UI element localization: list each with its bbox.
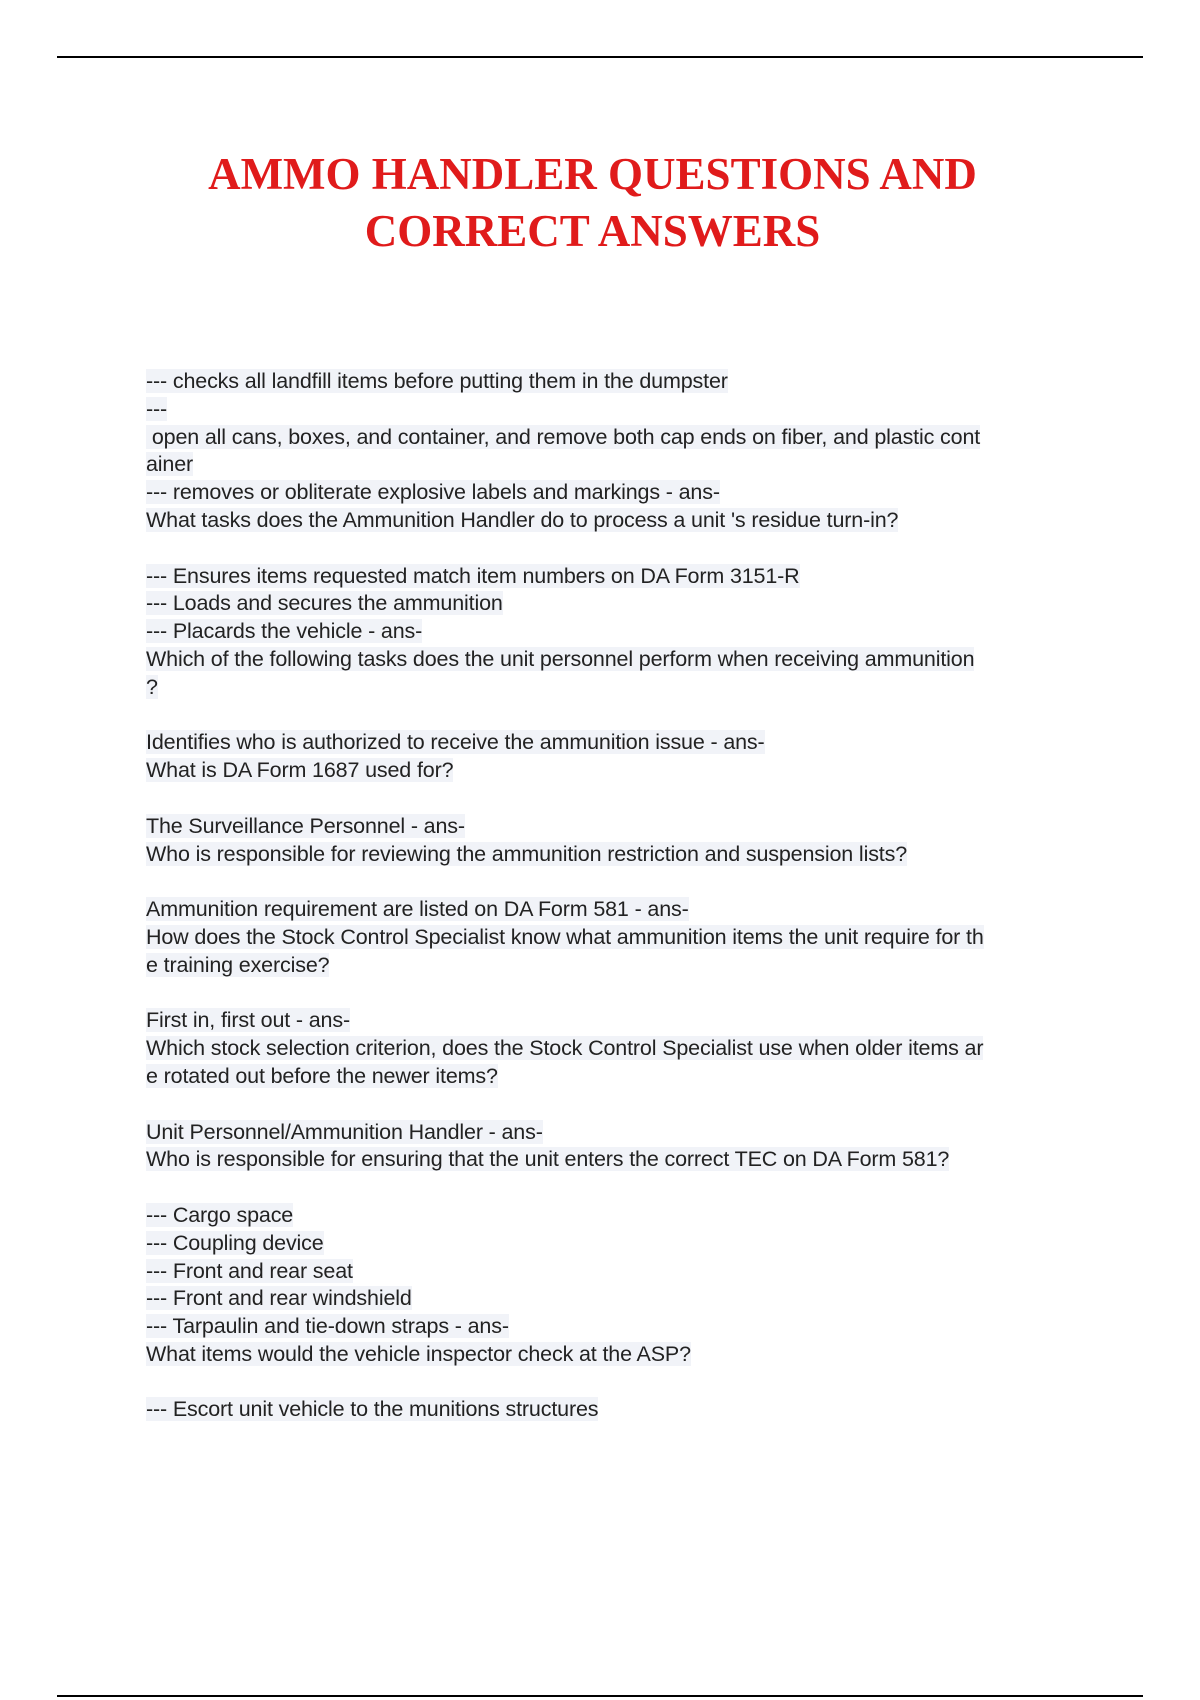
text-line [146, 1313, 1096, 1341]
line-text: Ammunition requirement are listed on DA Form 581 - ans- [146, 897, 689, 922]
line-text: --- Ensures items requested match item numbers on DA Form 3151-R [146, 563, 800, 588]
line-text: e training exercise? [146, 952, 330, 977]
text-line [146, 952, 1096, 980]
text-line [146, 1007, 1096, 1035]
blank-line [146, 980, 1096, 1008]
text-line [146, 729, 1096, 757]
text-line [146, 646, 1096, 674]
document-title [120, 146, 1065, 260]
text-line [146, 1119, 1096, 1147]
blank-line [146, 1369, 1096, 1397]
text-line [146, 674, 1096, 702]
text-line [146, 590, 1096, 618]
blank-line [146, 1091, 1096, 1119]
text-line [146, 1035, 1096, 1063]
line-text: ? [146, 674, 158, 699]
line-text: --- removes or obliterate explosive labels and markings - ans- [146, 480, 720, 505]
blank-line [146, 785, 1096, 813]
blank-line [146, 702, 1096, 730]
text-line [146, 1258, 1096, 1286]
title-line-1: AMMO HANDLER QUESTIONS AND [208, 149, 977, 199]
text-line [146, 507, 1096, 535]
line-text: First in, first out - ans- [146, 1008, 350, 1033]
line-text: --- [146, 396, 168, 421]
text-line [146, 1396, 1096, 1424]
title-line-2: CORRECT ANSWERS [364, 206, 821, 256]
text-line [146, 563, 1096, 591]
line-text: What tasks does the Ammunition Handler do to process a unit 's residue turn-in? [146, 507, 899, 532]
text-line [146, 924, 1096, 952]
text-line [146, 618, 1096, 646]
line-text: --- Front and rear windshield [146, 1286, 412, 1311]
line-text: Who is responsible for ensuring that the unit enters the correct TEC on DA Form 581? [146, 1147, 950, 1172]
line-text: --- Loads and secures the ammunition [146, 591, 503, 616]
text-line [146, 451, 1096, 479]
line-text: Who is responsible for reviewing the ammunition restriction and suspension lists? [146, 841, 908, 866]
line-text: --- Cargo space [146, 1202, 294, 1227]
bottom-rule [57, 1695, 1143, 1697]
text-line [146, 424, 1096, 452]
text-line [146, 813, 1096, 841]
blank-line [146, 1174, 1096, 1202]
line-text: --- checks all landfill items before putting them in the dumpster [146, 369, 728, 393]
line-text: --- Coupling device [146, 1230, 324, 1255]
text-line [146, 1202, 1096, 1230]
line-text: ainer [146, 452, 194, 477]
blank-line [146, 535, 1096, 563]
line-text: Which stock selection criterion, does the Stock Control Specialist use when older items ar [146, 1036, 984, 1061]
text-line [146, 1230, 1096, 1258]
line-text: --- Front and rear seat [146, 1258, 353, 1283]
line-text: What is DA Form 1687 used for? [146, 758, 454, 783]
line-text: The Surveillance Personnel - ans- [146, 813, 465, 838]
text-line [146, 896, 1096, 924]
text-line [146, 1341, 1096, 1369]
line-text: open all cans, boxes, and container, and remove both cap ends on fiber, and plastic cont [146, 424, 981, 449]
line-text: What items would the vehicle inspector check at the ASP? [146, 1341, 691, 1366]
line-text: Unit Personnel/Ammunition Handler - ans- [146, 1119, 543, 1144]
text-line [146, 841, 1096, 869]
document-body [146, 368, 1096, 1424]
line-text: --- Placards the vehicle - ans- [146, 619, 423, 644]
line-text: --- Escort unit vehicle to the munitions structures [146, 1397, 599, 1422]
line-text: Which of the following tasks does the unit personnel perform when receiving ammunition [146, 646, 975, 671]
text-line [146, 1063, 1096, 1091]
top-rule [57, 56, 1143, 58]
line-text: e rotated out before the newer items? [146, 1063, 498, 1088]
line-text: --- Tarpaulin and tie-down straps - ans- [146, 1314, 509, 1339]
line-text: Identifies who is authorized to receive the ammunition issue - ans- [146, 730, 765, 755]
text-line [146, 368, 1096, 396]
line-text: How does the Stock Control Specialist know what ammunition items the unit require for th [146, 924, 984, 949]
blank-line [146, 868, 1096, 896]
text-line [146, 757, 1096, 785]
text-line [146, 1285, 1096, 1313]
text-line [146, 1146, 1096, 1174]
text-line [146, 396, 1096, 424]
text-line [146, 479, 1096, 507]
